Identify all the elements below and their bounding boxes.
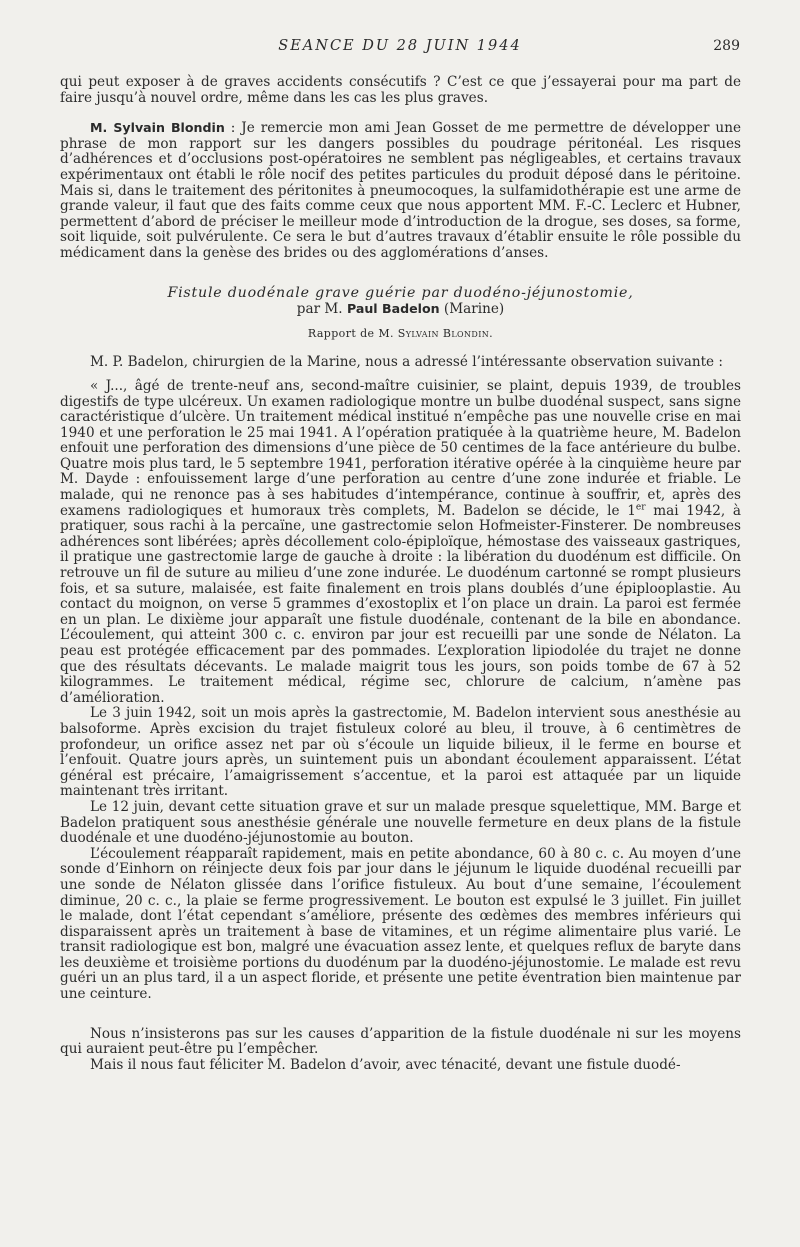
paragraph-observation xyxy=(60,379,741,706)
paragraph-text: « J..., âgé de trente-neuf ans, second-maître cuisinier, se plaint, depuis 1939, de troubles digestifs de type ulcéreux. Un examen radiologique montre un bulbe duodénal suspect, sans signe caractéristique d’ulcère. Un traitement médical institué n’empêche pas une nouvelle crise en mai 1940 et une perforation le 25 mai 1941. A l’opération pratiquée à la quatrième heure, M. Badelon enfouit une perforation des dimensions d’une pièce de 50 centimes de la face antérieure du bulbe. Quatre mois plus tard, le 5 septembre 1941, perforation itérative opérée à la cinquième heure par M. Dayde : enfouissement large d’une perforation au centre d’une zone indurée et friable. Le malade, qui ne renonce pas à ses habitudes d’intempérance, continue à souffrir, et, après des examens radiologiques et humoraux très complets, M. Badelon se décide, le 1 xyxy=(60,377,741,519)
byline xyxy=(60,301,741,318)
paragraph-june-3: Le 3 juin 1942, soit un mois après la gastrectomie, M. Badelon intervient sous anesthésie au balsoforme. Après excision du trajet fistuleux coloré au bleu, il trouve, à 6 centimètres de profondeur, un orifice assez net par où s’écoule un liquide bilieux, il le ferme en bourse et l’enfouit. Quatre jours après, un suintement puis un abondant écoulement apparaissent. L’état général est précaire, l’amaigrissement s’accentue, et la paroi est attaquée par un liquide maintenant très irritant. xyxy=(60,705,741,800)
page-number: 289 xyxy=(713,38,740,54)
paragraph-text: : Je remercie mon ami Jean Gosset de me permettre de développer une phrase de mon rapport sur les dangers possibles du poudrage péritonéal. Les risques d’adhérences et d’occlusions post-opératoires ne semblent pas négligeables, et certains travaux expérimentaux ont établi le rôle nocif des petites particules du produit déposé dans le péritoine. Mais si, dans le traitement des péritonites à pneumocoques, la sulfamidothérapie est une arme de grande valeur, il faut que des faits comme ceux que nous apportent MM. F.-C. Leclerc et Hubner, permettent d’abord de préciser le meilleur mode d’introduction de la drogue, ses doses, sa forme, soit liquide, soit pulvérulente. Ce sera le but d’autres travaux d’établir ensuite le rôle possible du médicament dans la genèse des brides ou des agglomérations d’anses. xyxy=(60,120,741,261)
paragraph-commentary: Nous n’insisterons pas sur les causes d’apparition de la fistule duodénale ni sur les moyens qui auraient peut-être pu l’empêcher. xyxy=(60,1025,741,1058)
byline-prefix: par M. xyxy=(296,301,347,318)
running-header xyxy=(60,38,740,58)
speaker-name: M. Sylvain Blondin xyxy=(90,120,225,136)
paragraph-continuation: qui peut exposer à de graves accidents consécutifs ? C’est ce que j’essayerai pour ma part de faire jusqu’à nouvel ordre, même dans les cas les plus graves. xyxy=(60,74,741,106)
rapport-prefix: Rapport de M. xyxy=(307,326,398,340)
paragraph-intro: M. P. Badelon, chirurgien de la Marine, nous a adressé l’intéressante observation suivante : xyxy=(90,354,723,371)
paragraph-text: mai 1942, à pratiquer, sous rachi à la percaïne, une gastrectomie selon Hofmeister-Finsterer. De nombreuses adhérences sont libérées; après décollement colo-épiploïque, hémostase des vaisseaux gastriques, il pratique une gastrectomie large de gauche à droite : la libération du duodénum est difficile. On retrouve un fil de suture au milieu d’une zone indurée. Le duodénum cartonné se rompt plusieurs fois, et sa suture, malaisée, est faite finalement en trois plans doublés d’une épiplooplastie. Au contact du moignon, on verse 5 grammes d’exostoplix et l’on place un drain. La paroi est fermée en un plan. Le dixième jour apparaît une fistule duodénale, contenant de la bile en abondance. L’écoulement, qui atteint 300 c. c. environ par jour est recueilli par une sonde de Nélaton. La peau est protégée efficacement par des pommades. L’exploration lipiodolée du trajet ne donne que des résultats décevants. Le malade maigrit tous les jours, son poids tombe de 67 à 52 kilogrammes. Le traitement médical, régime sec, chlorure de calcium, n’amène pas d’amélioration. xyxy=(60,502,741,706)
paragraph-blondin-remark xyxy=(60,120,741,261)
byline-author: Paul Badelon xyxy=(346,301,440,317)
paragraph-outcome: L’écoulement réapparaît rapidement, mais en petite abondance, 60 à 80 c. c. Au moyen d’une sonde d’Einhorn on réinjecte deux fois par jour dans le jéjunum le liquide duodénal recueilli par une sonde de Nélaton glissée dans l’orifice fistuleux. Au bout d’une semaine, l’écoulement diminue, 20 c. c., la plaie se ferme progressivement. Le bouton est expulsé le 3 juillet. Fin juillet le malade, dont l’état cependant s’améliore, présente des œdèmes des membres inférieurs qui disparaissent après un traitement à base de vitamines, et un régime alimentaire plus varié. Le transit radiologique est bon, malgré une évacuation assez lente, et quelques reflux de baryte dans les deuxième et troisième portions du duodénum par la duodéno-jéjunostomie. Le malade est revu guéri un an plus tard, il a un aspect floride, et présente une petite éventration bien maintenue par une ceinture. xyxy=(60,845,741,1003)
article-title: Fistule duodénale grave guérie par duodéno-jéjunostomie, xyxy=(167,284,634,301)
rapport-name: Sylvain Blondin. xyxy=(397,326,494,340)
header-title: SEANCE DU 28 JUIN 1944 xyxy=(278,38,522,54)
paragraph-congratulations: Mais il nous faut féliciter M. Badelon d’avoir, avec ténacité, devant une fistule duodé- xyxy=(90,1056,681,1073)
paragraph-june-12: Le 12 juin, devant cette situation grave et sur un malade presque squelettique, MM. Barge et Badelon pratiquent sous anesthésie générale une nouvelle fermeture en deux plans de la fistule duodénale et une duodéno-jéjunostomie au bouton. xyxy=(60,798,741,847)
byline-suffix: (Marine) xyxy=(439,301,505,318)
rapport-line xyxy=(60,326,741,342)
page-body xyxy=(60,75,741,1073)
superscript: er xyxy=(635,502,646,513)
